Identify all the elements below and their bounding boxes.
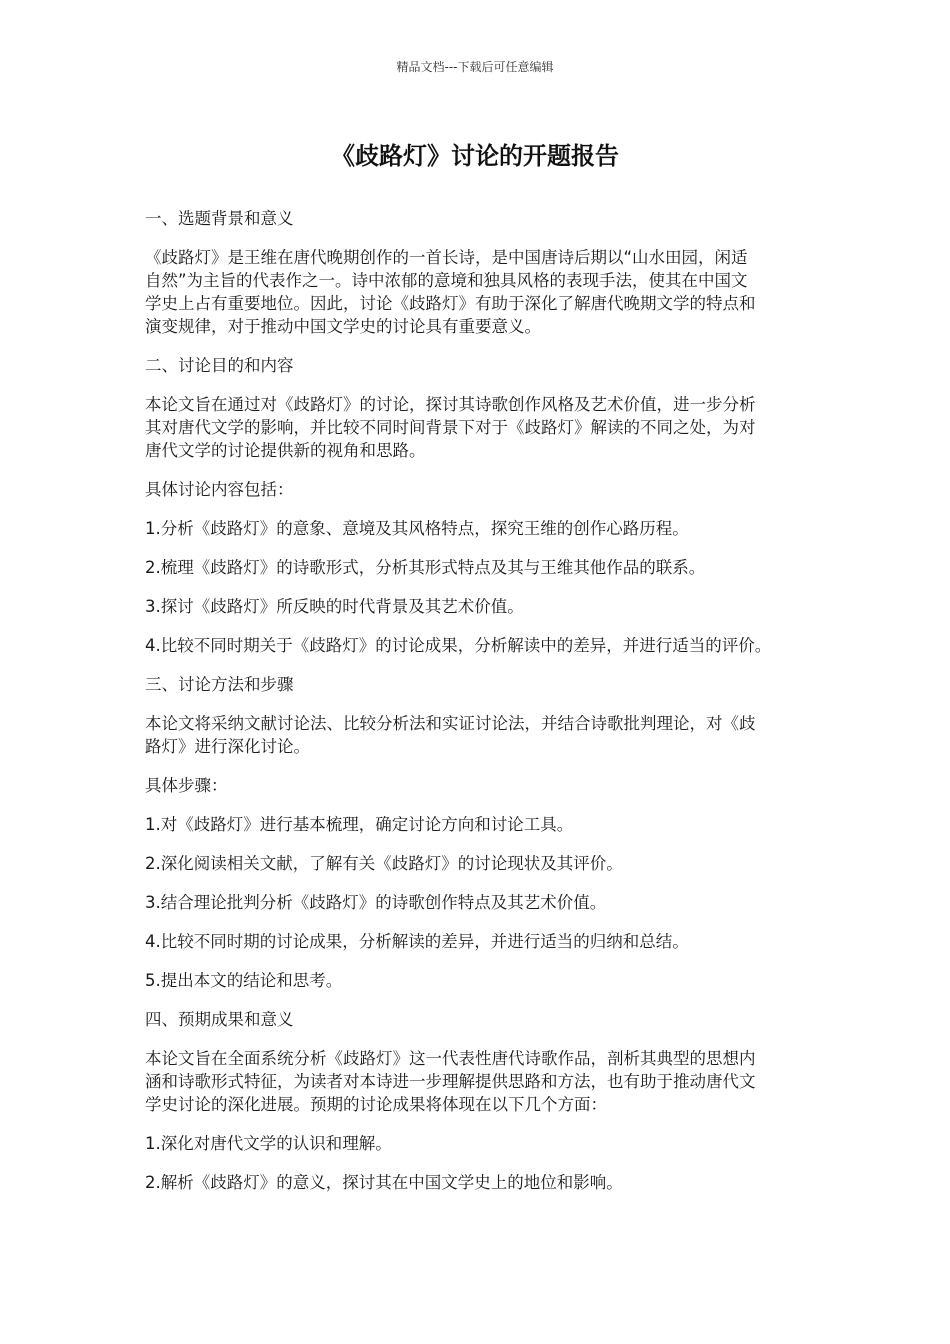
list-item: 1.深化对唐代文学的认识和理解。 <box>145 1134 392 1153</box>
paragraph <box>145 246 807 338</box>
list-item: 2.解析《歧路灯》的意义，探讨其在中国文学史上的地位和影响。 <box>145 1173 623 1192</box>
paragraph-line: 唐代文学的讨论提供新的视角和思路。 <box>145 441 426 460</box>
header-note: 精品文档---下载后可任意编辑 <box>396 60 554 74</box>
list-item: 1.对《歧路灯》进行基本梳理，确定讨论方向和讨论工具。 <box>145 815 574 834</box>
document-title: 《歧路灯》讨论的开题报告 <box>331 142 619 170</box>
paragraph-line: 演变规律，对于推动中国文学史的讨论具有重要意义。 <box>145 317 541 336</box>
section-heading: 二、讨论目的和内容 <box>145 356 294 375</box>
list-item: 2.深化阅读相关文献，了解有关《歧路灯》的讨论现状及其评价。 <box>145 854 623 873</box>
list-item: 4.比较不同时期的讨论成果，分析解读的差异，并进行适当的归纳和总结。 <box>145 932 689 951</box>
list-item: 3.结合理论批判分析《歧路灯》的诗歌创作特点及其艺术价值。 <box>145 893 607 912</box>
paragraph-line: 路灯》进行深化讨论。 <box>145 737 310 756</box>
document-body <box>145 207 807 1210</box>
list-item: 4.比较不同时期关于《歧路灯》的讨论成果，分析解读中的差异，并进行适当的评价。 <box>145 636 772 655</box>
paragraph-line: 学史上占有重要地位。因此，讨论《歧路灯》有助于深化了解唐代晚期文学的特点和 <box>145 294 756 313</box>
list-item: 2.梳理《歧路灯》的诗歌形式，分析其形式特点及其与王维其他作品的联系。 <box>145 558 706 577</box>
paragraph-line: 《歧路灯》是王维在唐代晚期创作的一首长诗，是中国唐诗后期以“山水田园，闲适 <box>145 248 748 267</box>
paragraph-line: 其对唐代文学的影响，并比较不同时间背景下对于《歧路灯》解读的不同之处，为对 <box>145 418 756 437</box>
paragraph-line: 本论文旨在通过对《歧路灯》的讨论，探讨其诗歌创作风格及艺术价值，进一步分析 <box>145 395 756 414</box>
paragraph-line: 涵和诗歌形式特征，为读者对本诗进一步理解提供思路和方法，也有助于推动唐代文 <box>145 1072 756 1091</box>
paragraph <box>145 393 807 462</box>
list-item: 5.提出本文的结论和思考。 <box>145 971 343 990</box>
section-heading: 三、讨论方法和步骤 <box>145 675 294 694</box>
list-intro: 具体步骤： <box>145 776 228 795</box>
paragraph-line: 学史讨论的深化进展。预期的讨论成果将体现在以下几个方面： <box>145 1095 607 1114</box>
paragraph-line: 自然”为主旨的代表作之一。诗中浓郁的意境和独具风格的表现手法，使其在中国文 <box>145 271 748 290</box>
list-intro: 具体讨论内容包括： <box>145 480 294 499</box>
list-item: 1.分析《歧路灯》的意象、意境及其风格特点，探究王维的创作心路历程。 <box>145 519 689 538</box>
paragraph <box>145 712 807 758</box>
paragraph-line: 本论文将采纳文献讨论法、比较分析法和实证讨论法，并结合诗歌批判理论，对《歧 <box>145 714 756 733</box>
section-heading: 四、预期成果和意义 <box>145 1010 294 1029</box>
section-heading: 一、选题背景和意义 <box>145 209 294 228</box>
list-item: 3.探讨《歧路灯》所反映的时代背景及其艺术价值。 <box>145 597 524 616</box>
paragraph-line: 本论文旨在全面系统分析《歧路灯》这一代表性唐代诗歌作品，剖析其典型的思想内 <box>145 1049 756 1068</box>
paragraph <box>145 1047 807 1116</box>
